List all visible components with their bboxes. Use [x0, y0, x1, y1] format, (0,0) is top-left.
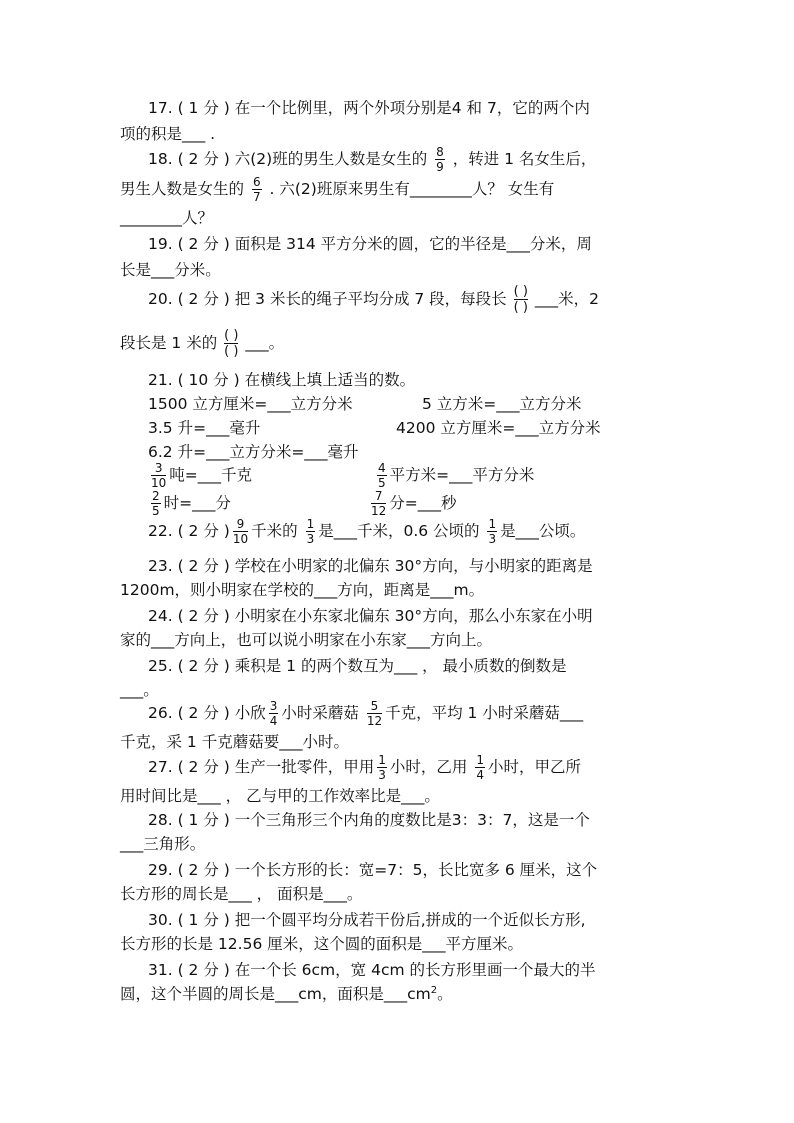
q21-row3: 6.2 升=___立方分米=___毫升: [148, 443, 359, 461]
fraction: $\frac{6}{7}$: [252, 175, 261, 204]
q29-line2: 长方形的周长是___ ， 面积是___。: [120, 885, 363, 903]
q23-line1: 23. ( 2 分 ) 学校在小明家的北偏东 30°方向，与小明家的距离是: [148, 557, 593, 575]
q18-line2: 男生人数是女生的 $\frac{6}{7}$ . 六(2)班原来男生有________人？ 女生有: [120, 175, 555, 204]
blank-fraction: ( ) ( ): [224, 328, 239, 359]
fraction: $\frac{2}{5}$: [152, 489, 160, 518]
q25-line1: 25. ( 2 分 ) 乘积是 1 的两个数互为___ ， 最小质数的倒数是: [148, 657, 567, 675]
q17-line1: 17. ( 1 分 ) 在一个比例里，两个外项分别是4 和 7，它的两个内: [148, 99, 590, 117]
q22-line: 22. ( 2 分 ) $\frac{9}{10}$ 千米的 $\frac{1}{3}$ 是___千米，0.6 公顷的 $\frac{1}{3}$ 是___公顷。: [148, 517, 586, 546]
q31-line2: 圆，这个半圆的周长是___cm，面积是$\_\_\_cm^2$。: [120, 984, 453, 1003]
q28-line1: 28. ( 1 分 ) 一个三角形三个内角的度数比是3：3：7，这是一个: [148, 811, 590, 829]
q21-row5-left: $\frac{2}{5}$ 时=___分: [152, 489, 231, 518]
q21-row5-right: $\frac{7}{12}$ 分=___秒: [371, 489, 457, 518]
q21-row4-right: $\frac{4}{5}$ 平方米=___平方分米: [378, 461, 535, 490]
fraction: $\frac{4}{5}$: [378, 461, 386, 490]
fraction: $\frac{1}{3}$: [378, 753, 386, 782]
fraction: $\frac{1}{3}$: [306, 517, 315, 546]
q21-row1-right: 5 立方米=___立方分米: [422, 395, 582, 413]
q25-line2: ___。: [120, 681, 159, 699]
q18-line1: 18. ( 2 分 ) 六(2)班的男生人数是女生的 $\frac{8}{9}$ ，转进 1 名女生后，: [148, 145, 597, 174]
fraction: $\frac{7}{12}$: [371, 489, 387, 518]
q21-row2-left: 3.5 升=___毫升: [148, 419, 261, 437]
fraction: $\frac{3}{10}$: [151, 461, 167, 490]
q21-row1-left: 1500 立方厘米=___立方分米: [148, 395, 353, 413]
q27-line1: 27. ( 2 分 ) 生产一批零件，甲用 $\frac{1}{3}$ 小时，乙用 $\frac{1}{4}$ 小时，甲乙所: [148, 753, 581, 782]
q26-line2: 千克，采 1 千克蘑菇要___小时。: [120, 733, 349, 751]
q28-line2: ___三角形。: [120, 835, 206, 853]
q19-line1: 19. ( 2 分 ) 面积是 314 平方分米的圆，它的半径是___分米，周: [148, 235, 592, 253]
q24-line2: 家的___方向上，也可以说小明家在小东家___方向上。: [120, 631, 493, 649]
q29-line1: 29. ( 2 分 ) 一个长方形的长：宽=7：5，长比宽多 6 厘米，这个: [148, 861, 598, 879]
q20-line2: 段长是 1 米的 ( ) ( ) ___。: [120, 328, 285, 359]
q21-row2-right: 4200 立方厘米=___立方分米: [396, 419, 601, 437]
q17-line2: 项的积是___ .: [120, 125, 216, 143]
fraction: $\frac{9}{10}$: [232, 517, 249, 546]
q23-line2: 1200m，则小明家在学校的___方向，距离是___m。: [120, 581, 485, 599]
q24-line1: 24. ( 2 分 ) 小明家在小东家北偏东 30°方向，那么小东家在小明: [148, 607, 593, 625]
q30-line1: 30. ( 1 分 ) 把一个圆平均分成若干份后,拼成的一个近似长方形,: [148, 911, 586, 929]
q26-line1: 26. ( 2 分 ) 小欣 $\frac{3}{4}$ 小时采蘑菇 $\frac{5}{12}$ 千克，平均 1 小时采蘑菇___: [148, 699, 584, 728]
fraction: $\frac{1}{4}$: [476, 753, 484, 782]
q21-title: 21. ( 10 分 ) 在横线上填上适当的数。: [148, 371, 416, 389]
fraction: $\frac{1}{3}$: [488, 517, 497, 546]
q31-line1: 31. ( 2 分 ) 在一个长 6cm，宽 4cm 的长方形里画一个最大的半: [148, 961, 596, 979]
q19-line2: 长是___分米。: [120, 261, 221, 279]
blank-fraction: ( ) ( ): [513, 284, 528, 315]
fraction: $\frac{5}{12}$: [366, 699, 383, 728]
q27-line2: 用时间比是___ ， 乙与甲的工作效率比是___。: [120, 787, 440, 805]
q18-line3: ________人？: [120, 209, 214, 227]
q20-line1: 20. ( 2 分 ) 把 3 米长的绳子平均分成 7 段，每段长 ( ) ( ) ___米，2: [148, 284, 599, 315]
q21-row4-left: $\frac{3}{10}$ 吨=___千克: [151, 461, 253, 490]
q30-line2: 长方形的长是 12.56 厘米，这个圆的面积是___平方厘米。: [120, 935, 523, 953]
fraction: $\frac{8}{9}$: [436, 145, 444, 174]
fraction: $\frac{3}{4}$: [269, 699, 278, 728]
